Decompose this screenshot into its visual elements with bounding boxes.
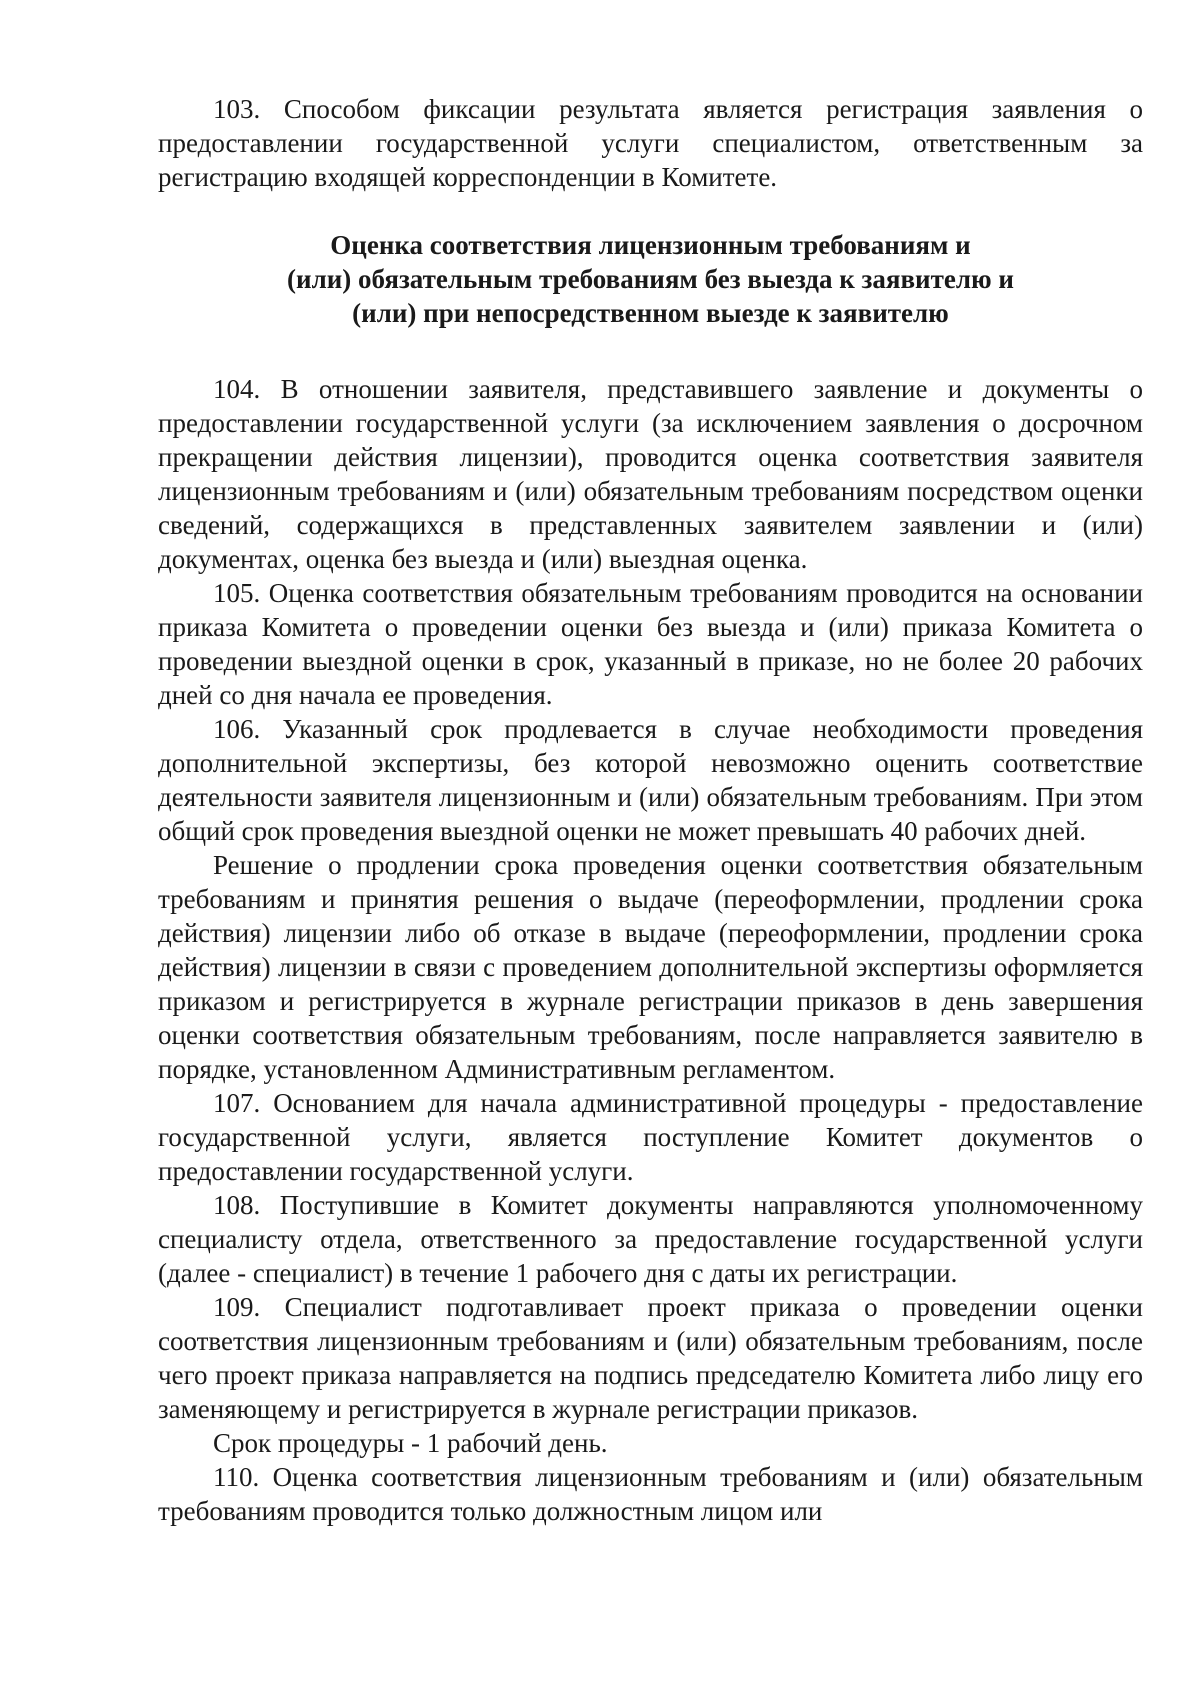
section-heading-line-1: Оценка соответствия лицензионным требованиям и xyxy=(330,230,971,260)
paragraph-105: 105. Оценка соответствия обязательным требованиям проводится на основании приказа Комитета о проведении оценки без выезда и (или) приказа Комитета о проведении выездной оценки в срок, указанный в приказе, но не более 20 рабочих дней со дня начала ее проведения. xyxy=(158,578,1143,710)
paragraph-104: 104. В отношении заявителя, представившего заявление и документы о предоставлении государственной услуги (за исключением заявления о досрочном прекращении действия лицензии), проводится оценка соответствия заявителя лицензионным требованиям и (или) обязательным требованиям посредством оценки сведений, содержащихся в представленных заявителем заявлении и (или) документах, оценка без выезда и (или) выездная оценка. xyxy=(158,374,1143,574)
paragraph-103: 103. Способом фиксации результата является регистрация заявления о предоставлении государственной услуги специалистом, ответственным за регистрацию входящей корреспонденции в Комитете. xyxy=(158,94,1143,192)
section-heading-line-2: (или) обязательным требованиям без выезда к заявителю и xyxy=(287,264,1014,294)
paragraph-106: 106. Указанный срок продлевается в случае необходимости проведения дополнительной экспертизы, без которой невозможно оценить соответствие деятельности заявителя лицензионным и (или) обязательным требованиям. При этом общий срок проведения выездной оценки не может превышать 40 рабочих дней. xyxy=(158,714,1143,846)
paragraph-106-decision: Решение о продлении срока проведения оценки соответствия обязательным требованиям и принятия решения о выдаче (переоформлении, продлении срока действия) лицензии либо об отказе в выдаче (переоформлении, продлении срока действия) лицензии в связи с проведением дополнительной экспертизы оформляется приказом и регистрируется в журнале регистрации приказов в день завершения оценки соответствия обязательным требованиям, после направляется заявителю в порядке, установленном Административным регламентом. xyxy=(158,850,1143,1084)
section-heading xyxy=(158,228,1143,330)
paragraph-108: 108. Поступившие в Комитет документы направляются уполномоченному специалисту отдела, ответственного за предоставление государственной услуги (далее - специалист) в течение 1 рабочего дня с даты их регистрации. xyxy=(158,1190,1143,1288)
paragraph-110: 110. Оценка соответствия лицензионным требованиям и (или) обязательным требованиям проводится только должностным лицом или xyxy=(158,1462,1143,1526)
paragraph-107: 107. Основанием для начала административной процедуры - предоставление государственной услуги, является поступление Комитет документов о предоставлении государственной услуги. xyxy=(158,1088,1143,1186)
paragraph-procedure-term: Срок процедуры - 1 рабочий день. xyxy=(213,1428,608,1458)
paragraph-109: 109. Специалист подготавливает проект приказа о проведении оценки соответствия лицензионным требованиям и (или) обязательным требованиям, после чего проект приказа направляется на подпись председателю Комитета либо лицу его заменяющему и регистрируется в журнале регистрации приказов. xyxy=(158,1292,1143,1424)
document-body xyxy=(158,92,1143,1528)
section-heading-line-3: (или) при непосредственном выезде к заявителю xyxy=(352,298,949,328)
